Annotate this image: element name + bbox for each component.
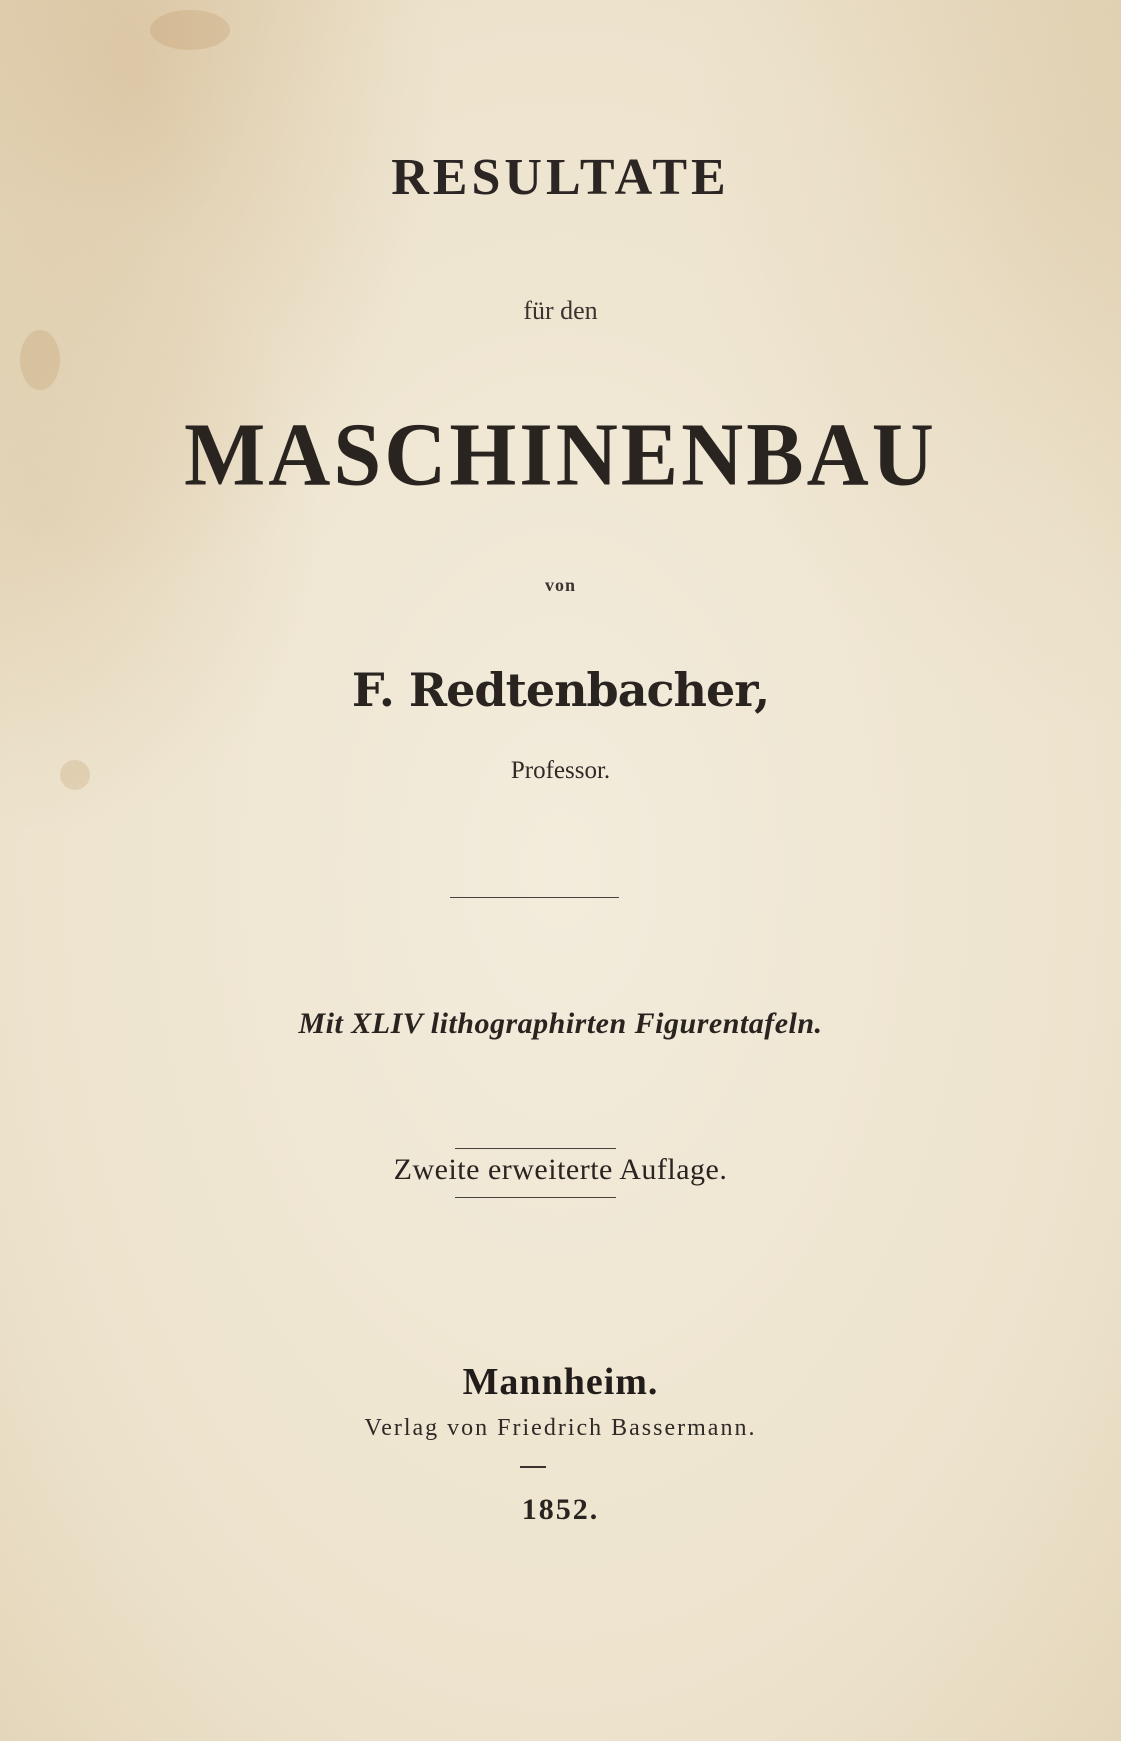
author-by: von [544, 575, 576, 595]
publisher-line: Verlag von Friedrich Bassermann. [364, 1415, 757, 1441]
foxing-stain [20, 330, 60, 390]
publication-place: Mannheim. [462, 1361, 659, 1403]
title-connector: für den [523, 296, 598, 325]
title-line-1: RESULTATE [391, 149, 730, 206]
foxing-stain [150, 10, 230, 50]
publication-year: 1852. [521, 1493, 600, 1526]
short-dash [520, 1466, 546, 1468]
divider-rule [455, 1148, 616, 1149]
title-line-2: MASCHINENBAU [184, 403, 937, 505]
divider-rule [450, 897, 619, 898]
illustrations-note: Mit XLIV lithographirten Figurentafeln. [298, 1007, 823, 1040]
author-role: Professor. [510, 757, 611, 784]
edition-statement: Zweite erweiterte Auflage. [393, 1153, 728, 1186]
author-name: F. Redtenbacher, [351, 663, 770, 717]
divider-rule [455, 1197, 616, 1198]
